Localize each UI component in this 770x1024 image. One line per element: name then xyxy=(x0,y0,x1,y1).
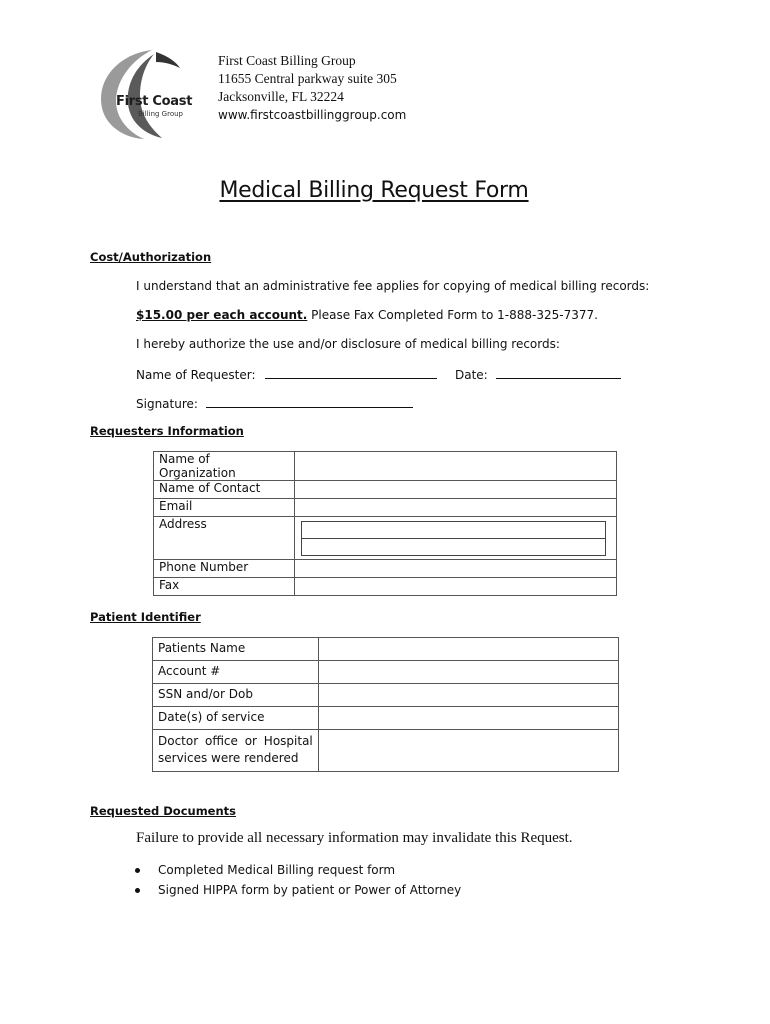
row-label xyxy=(153,730,319,772)
address-cell xyxy=(295,517,617,560)
account-number-input[interactable] xyxy=(318,661,618,684)
row-label: Address xyxy=(154,517,295,560)
address-line: Jacksonville, FL 32224 xyxy=(218,89,344,104)
list-item-label: Signed HIPPA form by patient or Power of Attorney xyxy=(158,883,462,897)
fee-amount: $15.00 per each account. xyxy=(136,308,308,322)
table-row xyxy=(154,578,617,596)
patient-name-input[interactable] xyxy=(318,638,618,661)
fax-input[interactable] xyxy=(295,578,617,596)
date-field[interactable] xyxy=(496,366,621,379)
requesters-heading: Requesters Information xyxy=(90,424,244,438)
fee-line xyxy=(136,308,598,322)
table-row xyxy=(153,707,619,730)
logo-title: First Coast xyxy=(116,94,193,109)
requested-documents-heading: Requested Documents xyxy=(90,804,237,818)
requesters-table xyxy=(153,451,617,596)
email-input[interactable] xyxy=(295,499,617,517)
row-label: Fax xyxy=(154,578,295,596)
row-label: Date(s) of service xyxy=(153,707,319,730)
row-label: Name of Organization xyxy=(154,452,295,481)
company-address xyxy=(218,52,406,124)
service-dates-input[interactable] xyxy=(318,707,618,730)
cost-authorization-heading: Cost/Authorization xyxy=(90,250,212,264)
table-row xyxy=(154,517,617,560)
warning-text: Failure to provide all necessary information may invalidate this Request. xyxy=(136,830,573,846)
row-label-line: Doctor office or Hospital xyxy=(158,734,313,748)
contact-input[interactable] xyxy=(295,481,617,499)
table-row xyxy=(153,661,619,684)
fee-text: I understand that an administrative fee applies for copying of medical billing records: xyxy=(136,279,650,293)
address-line: 11655 Central parkway suite 305 xyxy=(218,71,397,86)
list-item-label: Completed Medical Billing request form xyxy=(158,863,396,877)
logo-subtitle: Billing Group xyxy=(138,110,183,118)
row-label-line: services were rendered xyxy=(158,751,299,765)
requester-line xyxy=(136,366,437,382)
row-label: Email xyxy=(154,499,295,517)
signature-label: Signature: xyxy=(136,397,198,411)
patient-identifier-heading: Patient Identifier xyxy=(90,610,201,624)
signature-field[interactable] xyxy=(206,395,413,408)
phone-input[interactable] xyxy=(295,560,617,578)
table-row xyxy=(153,730,619,772)
row-label: Account # xyxy=(153,661,319,684)
authorize-text: I hereby authorize the use and/or disclosure of medical billing records: xyxy=(136,337,560,351)
provider-input[interactable] xyxy=(318,730,618,772)
company-logo xyxy=(90,46,200,144)
row-label: Patients Name xyxy=(153,638,319,661)
ssn-dob-input[interactable] xyxy=(318,684,618,707)
signature-line xyxy=(136,395,413,411)
table-row xyxy=(154,499,617,517)
requester-name-field[interactable] xyxy=(265,366,437,379)
table-row xyxy=(154,452,617,481)
address-line: First Coast Billing Group xyxy=(218,53,356,68)
page-title: Medical Billing Request Form xyxy=(219,178,529,203)
fax-text: Please Fax Completed Form to 1-888-325-7377. xyxy=(311,308,598,322)
bullet-icon xyxy=(135,888,140,893)
row-label: Name of Contact xyxy=(154,481,295,499)
bullet-icon xyxy=(135,868,140,873)
date-label: Date: xyxy=(455,368,488,382)
organization-input[interactable] xyxy=(295,452,617,481)
patient-table xyxy=(152,637,619,772)
row-label: SSN and/or Dob xyxy=(153,684,319,707)
row-label: Phone Number xyxy=(154,560,295,578)
address-line-2-input[interactable] xyxy=(301,539,606,556)
table-row xyxy=(153,684,619,707)
table-row xyxy=(154,481,617,499)
date-line xyxy=(455,366,621,382)
address-line-1-input[interactable] xyxy=(301,521,606,539)
table-row xyxy=(154,560,617,578)
table-row xyxy=(153,638,619,661)
company-website[interactable]: www.firstcoastbillinggroup.com xyxy=(218,108,407,122)
requester-label: Name of Requester: xyxy=(136,368,256,382)
